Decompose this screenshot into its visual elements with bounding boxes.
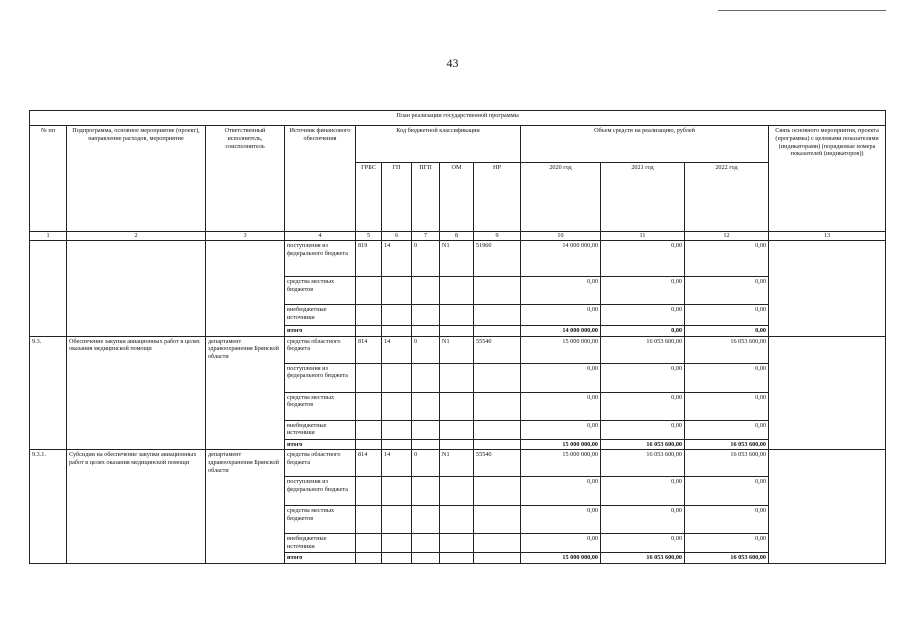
funding-source: поступления из федерального бюджета bbox=[285, 477, 356, 506]
indicator-link bbox=[769, 450, 886, 563]
code-gp: 14 bbox=[382, 450, 412, 477]
code-grbs: 814 bbox=[356, 450, 382, 477]
amount-2022: 0,00 bbox=[685, 276, 769, 304]
amount-2021: 0,00 bbox=[601, 363, 685, 392]
column-number: 5 bbox=[356, 232, 382, 241]
code-pgp bbox=[412, 477, 440, 506]
amount-2021: 0,00 bbox=[601, 240, 685, 276]
code-pgp bbox=[412, 506, 440, 534]
code-grbs bbox=[356, 420, 382, 439]
amount-2020: 0,00 bbox=[521, 276, 601, 304]
amount-2021: 16 053 600,00 bbox=[601, 450, 685, 477]
header-pgp: ПГП bbox=[412, 163, 440, 232]
code-grbs: 819 bbox=[356, 240, 382, 276]
funding-source: итого bbox=[285, 552, 356, 563]
amount-2022: 0,00 bbox=[685, 363, 769, 392]
code-om bbox=[440, 477, 474, 506]
amount-2021: 0,00 bbox=[601, 304, 685, 325]
page-number: 43 bbox=[446, 56, 459, 70]
code-grbs bbox=[356, 392, 382, 420]
funding-source: внебюджетные источники bbox=[285, 420, 356, 439]
amount-2021: 0,00 bbox=[601, 477, 685, 506]
funding-source: средства местных бюджетов bbox=[285, 506, 356, 534]
column-number: 12 bbox=[685, 232, 769, 241]
code-gp bbox=[382, 552, 412, 563]
code-grbs bbox=[356, 552, 382, 563]
amount-2021: 16 053 600,00 bbox=[601, 336, 685, 363]
code-gp bbox=[382, 534, 412, 553]
amount-2020: 15 000 000,00 bbox=[521, 336, 601, 363]
amount-2020: 14 000 000,00 bbox=[521, 325, 601, 336]
amount-2021: 0,00 bbox=[601, 276, 685, 304]
code-nr bbox=[474, 392, 521, 420]
column-number: 6 bbox=[382, 232, 412, 241]
code-gp bbox=[382, 477, 412, 506]
header-source: Источник финансового обеспечения bbox=[285, 126, 356, 232]
column-number: 1 bbox=[30, 232, 67, 241]
amount-2022: 16 053 600,00 bbox=[685, 450, 769, 477]
code-om bbox=[440, 439, 474, 450]
amount-2020: 0,00 bbox=[521, 477, 601, 506]
table-row bbox=[30, 240, 886, 276]
code-pgp bbox=[412, 534, 440, 553]
code-nr bbox=[474, 534, 521, 553]
funding-source: средства местных бюджетов bbox=[285, 392, 356, 420]
indicator-link bbox=[769, 240, 886, 336]
header-funds: Объем средств на реализацию, рублей bbox=[521, 126, 769, 163]
code-om bbox=[440, 506, 474, 534]
header-gp: ГП bbox=[382, 163, 412, 232]
code-grbs bbox=[356, 439, 382, 450]
code-gp bbox=[382, 420, 412, 439]
code-grbs bbox=[356, 534, 382, 553]
code-grbs bbox=[356, 276, 382, 304]
header-budget-code: Код бюджетной классификации bbox=[356, 126, 521, 163]
page-top-line bbox=[718, 10, 886, 11]
funding-source: средства областного бюджета bbox=[285, 450, 356, 477]
amount-2022: 0,00 bbox=[685, 240, 769, 276]
funding-source: средства областного бюджета bbox=[285, 336, 356, 363]
code-nr bbox=[474, 276, 521, 304]
amount-2020: 0,00 bbox=[521, 506, 601, 534]
code-gp bbox=[382, 276, 412, 304]
column-number: 7 bbox=[412, 232, 440, 241]
code-nr bbox=[474, 325, 521, 336]
column-number: 13 bbox=[769, 232, 886, 241]
amount-2021: 0,00 bbox=[601, 506, 685, 534]
code-gp bbox=[382, 304, 412, 325]
header-om: ОМ bbox=[440, 163, 474, 232]
code-om: N1 bbox=[440, 336, 474, 363]
code-gp bbox=[382, 325, 412, 336]
amount-2020: 0,00 bbox=[521, 392, 601, 420]
funding-source: внебюджетные источники bbox=[285, 304, 356, 325]
code-om bbox=[440, 552, 474, 563]
code-gp bbox=[382, 392, 412, 420]
code-nr bbox=[474, 363, 521, 392]
code-grbs bbox=[356, 304, 382, 325]
code-grbs: 814 bbox=[356, 336, 382, 363]
code-nr bbox=[474, 506, 521, 534]
amount-2020: 0,00 bbox=[521, 304, 601, 325]
column-number: 2 bbox=[67, 232, 206, 241]
amount-2021: 16 053 600,00 bbox=[601, 552, 685, 563]
column-number: 11 bbox=[601, 232, 685, 241]
amount-2022: 0,00 bbox=[685, 477, 769, 506]
row-number: 9.3.1. bbox=[30, 450, 67, 563]
table-title: План реализации государственной программы bbox=[30, 111, 886, 126]
amount-2021: 0,00 bbox=[601, 392, 685, 420]
amount-2020: 15 000 000,00 bbox=[521, 450, 601, 477]
code-pgp bbox=[412, 439, 440, 450]
code-nr bbox=[474, 552, 521, 563]
amount-2020: 15 000 000,00 bbox=[521, 552, 601, 563]
header-2020: 2020 год bbox=[521, 163, 601, 232]
code-om: N1 bbox=[440, 450, 474, 477]
executor: департамент здравоохранения Брянской области bbox=[206, 336, 285, 450]
code-om: N1 bbox=[440, 240, 474, 276]
column-number: 9 bbox=[474, 232, 521, 241]
code-gp: 14 bbox=[382, 336, 412, 363]
code-nr: 55540 bbox=[474, 450, 521, 477]
table-row bbox=[30, 336, 886, 363]
code-pgp bbox=[412, 420, 440, 439]
code-om bbox=[440, 363, 474, 392]
column-number: 4 bbox=[285, 232, 356, 241]
column-number: 3 bbox=[206, 232, 285, 241]
amount-2021: 0,00 bbox=[601, 534, 685, 553]
code-pgp bbox=[412, 276, 440, 304]
funding-source: средства местных бюджетов bbox=[285, 276, 356, 304]
code-pgp bbox=[412, 325, 440, 336]
activity-name: Обеспечение закупки авиационных работ в целях оказания медицинской помощи bbox=[67, 336, 206, 450]
amount-2022: 16 053 600,00 bbox=[685, 439, 769, 450]
code-nr bbox=[474, 439, 521, 450]
funding-source: поступления из федерального бюджета bbox=[285, 363, 356, 392]
header-executor: Ответственный исполнитель, соисполнитель bbox=[206, 126, 285, 232]
amount-2022: 0,00 bbox=[685, 506, 769, 534]
code-pgp: 0 bbox=[412, 336, 440, 363]
code-grbs bbox=[356, 506, 382, 534]
amount-2020: 0,00 bbox=[521, 420, 601, 439]
header-subprogram: Подпрограмма, основное мероприятие (проект), направление расходов, мероприятие bbox=[67, 126, 206, 232]
code-pgp: 0 bbox=[412, 240, 440, 276]
indicator-link bbox=[769, 336, 886, 450]
code-gp bbox=[382, 439, 412, 450]
code-gp: 14 bbox=[382, 240, 412, 276]
table-row bbox=[30, 450, 886, 477]
code-grbs bbox=[356, 363, 382, 392]
funding-source: итого bbox=[285, 439, 356, 450]
code-pgp bbox=[412, 304, 440, 325]
code-grbs bbox=[356, 325, 382, 336]
code-nr bbox=[474, 477, 521, 506]
amount-2022: 16 053 600,00 bbox=[685, 336, 769, 363]
row-number bbox=[30, 240, 67, 336]
column-number-row bbox=[30, 232, 886, 241]
code-nr: 55540 bbox=[474, 336, 521, 363]
amount-2021: 0,00 bbox=[601, 325, 685, 336]
amount-2022: 0,00 bbox=[685, 325, 769, 336]
column-number: 8 bbox=[440, 232, 474, 241]
code-pgp bbox=[412, 552, 440, 563]
activity-name: Субсидии на обеспечение закупки авиационных работ в целях оказания медицинской помощи bbox=[67, 450, 206, 563]
amount-2022: 0,00 bbox=[685, 534, 769, 553]
amount-2021: 0,00 bbox=[601, 420, 685, 439]
header-nr: НР bbox=[474, 163, 521, 232]
amount-2022: 0,00 bbox=[685, 420, 769, 439]
amount-2020: 0,00 bbox=[521, 534, 601, 553]
code-grbs bbox=[356, 477, 382, 506]
header-2021: 2021 год bbox=[601, 163, 685, 232]
code-gp bbox=[382, 506, 412, 534]
code-pgp: 0 bbox=[412, 450, 440, 477]
amount-2020: 14 000 000,00 bbox=[521, 240, 601, 276]
code-om bbox=[440, 420, 474, 439]
funding-source: поступления из федерального бюджета bbox=[285, 240, 356, 276]
activity-name bbox=[67, 240, 206, 336]
column-number: 10 bbox=[521, 232, 601, 241]
code-gp bbox=[382, 363, 412, 392]
amount-2020: 0,00 bbox=[521, 363, 601, 392]
row-number: 9.3. bbox=[30, 336, 67, 450]
code-nr: 51960 bbox=[474, 240, 521, 276]
amount-2022: 0,00 bbox=[685, 304, 769, 325]
executor: департамент здравоохранения Брянской области bbox=[206, 450, 285, 563]
code-om bbox=[440, 325, 474, 336]
funding-source: итого bbox=[285, 325, 356, 336]
code-om bbox=[440, 276, 474, 304]
amount-2020: 15 000 000,00 bbox=[521, 439, 601, 450]
code-om bbox=[440, 534, 474, 553]
header-grbs: ГРБС bbox=[356, 163, 382, 232]
code-om bbox=[440, 304, 474, 325]
code-pgp bbox=[412, 392, 440, 420]
code-nr bbox=[474, 420, 521, 439]
code-pgp bbox=[412, 363, 440, 392]
executor bbox=[206, 240, 285, 336]
header-link: Связь основного мероприятия, проекта (программы) с целевыми показателями (индикаторами) (порядковые номера показателей (индикаторов)) bbox=[769, 126, 886, 232]
amount-2021: 16 053 600,00 bbox=[601, 439, 685, 450]
amount-2022: 0,00 bbox=[685, 392, 769, 420]
header-2022: 2022 год bbox=[685, 163, 769, 232]
header-num: № пп bbox=[30, 126, 67, 232]
program-plan-table bbox=[29, 110, 886, 564]
funding-source: внебюджетные источники bbox=[285, 534, 356, 553]
amount-2022: 16 053 600,00 bbox=[685, 552, 769, 563]
code-nr bbox=[474, 304, 521, 325]
code-om bbox=[440, 392, 474, 420]
